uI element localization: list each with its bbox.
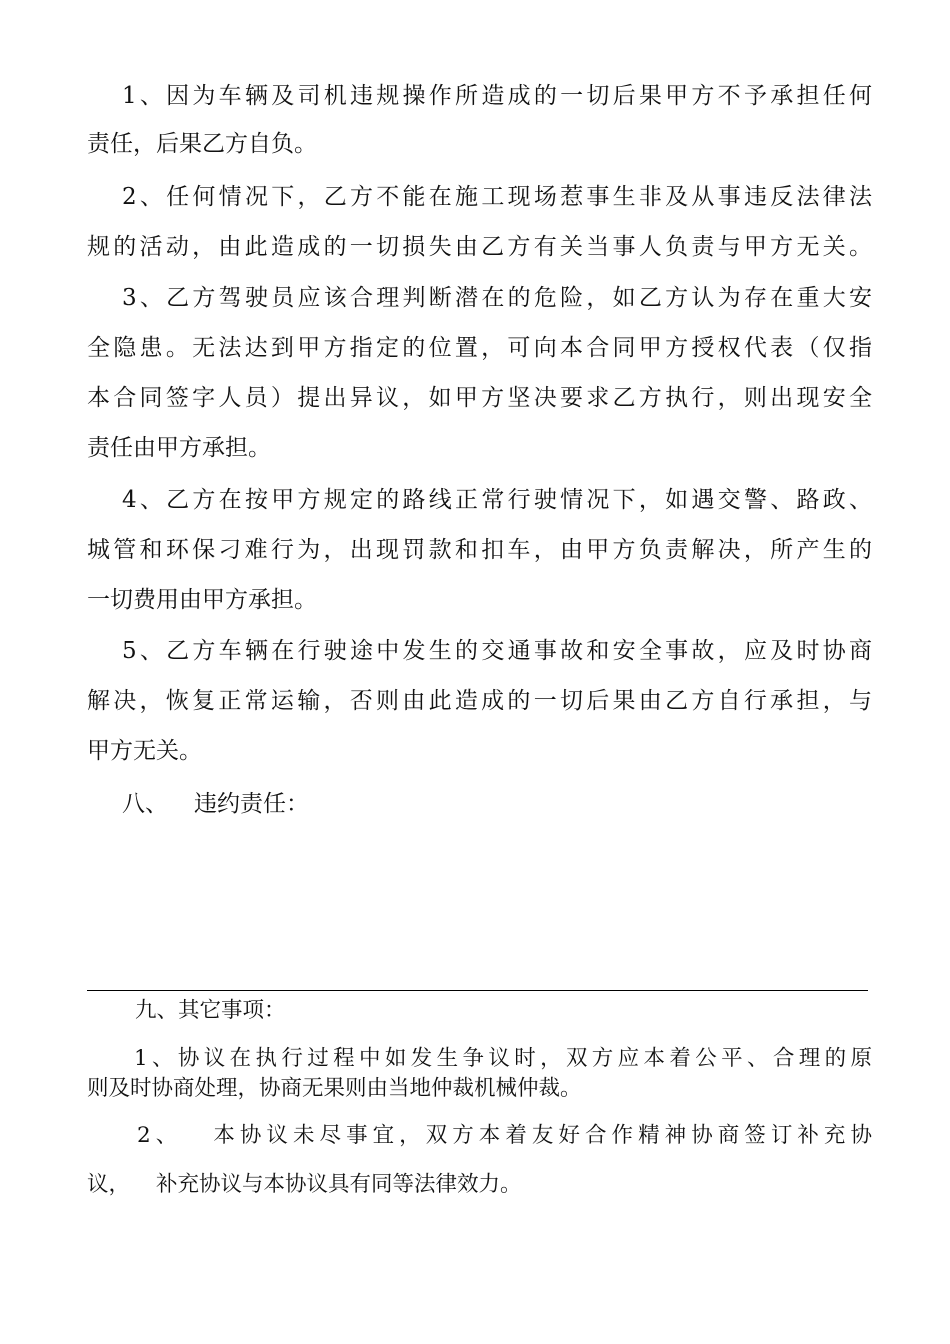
clause-5-line-2: 解决，恢复正常运输，否则由此造成的一切后果由乙方自行承担，与 [87, 688, 872, 714]
clause-2-line-1: 2、任何情况下，乙方不能在施工现场惹事生非及从事违反法律法 [122, 184, 872, 210]
clause-1-line-2: 责任，后果乙方自负。 [87, 131, 317, 157]
clause-5-line-3: 甲方无关。 [87, 738, 202, 764]
section-9-item-2-number: 2、 [137, 1123, 183, 1148]
clause-3-line-3: 本合同签字人员）提出异议，如甲方坚决要求乙方执行，则出现安全 [87, 385, 872, 411]
section-9-item-2-text: 本协议未尽事宜，双方本着友好合作精神协商签订补充协 [208, 1123, 872, 1148]
section-9-item-2-cont-a: 议， [87, 1172, 131, 1197]
clause-2-line-2: 规的活动，由此造成的一切损失由乙方有关当事人负责与甲方无关。 [87, 234, 872, 260]
section-9-item-1-line-2: 则及时协商处理，协商无果则由当地仲裁机械仲裁。 [87, 1076, 582, 1101]
clause-4-line-2: 城管和环保刁难行为，出现罚款和扣车，由甲方负责解决，所产生的 [87, 537, 872, 563]
clause-4-line-1: 4、乙方在按甲方规定的路线正常行驶情况下，如遇交警、路政、 [122, 487, 872, 513]
clause-5-line-1: 5、乙方车辆在行驶途中发生的交通事故和安全事故，应及时协商 [122, 638, 872, 664]
clause-3-line-1: 3、乙方驾驶员应该合理判断潜在的危险，如乙方认为存在重大安 [122, 285, 872, 311]
section-9-item-2-cont-b: 补充协议与本协议具有同等法律效力。 [156, 1172, 522, 1197]
section-8-heading [87, 789, 872, 819]
clause-1-line-1: 1、因为车辆及司机违规操作所造成的一切后果甲方不予承担任何 [122, 83, 872, 109]
section-9-item-1-line-1: 1、协议在执行过程中如发生争议时，双方应本着公平、合理的原 [134, 1046, 872, 1071]
clause-3-line-4: 责任由甲方承担。 [87, 435, 271, 461]
clause-3-line-2: 全隐患。无法达到甲方指定的位置，可向本合同甲方授权代表（仅指 [87, 335, 872, 361]
section-9-item-2-line-1 [87, 1121, 872, 1151]
section-9-heading: 九、其它事项： [135, 998, 286, 1023]
section-9-item-2-line-2 [87, 1170, 872, 1200]
clause-4-line-3: 一切费用由甲方承担。 [87, 587, 317, 613]
section-8-title: 违约责任： [194, 791, 309, 817]
section-divider [87, 990, 868, 991]
section-8-number: 八、 [122, 791, 168, 817]
